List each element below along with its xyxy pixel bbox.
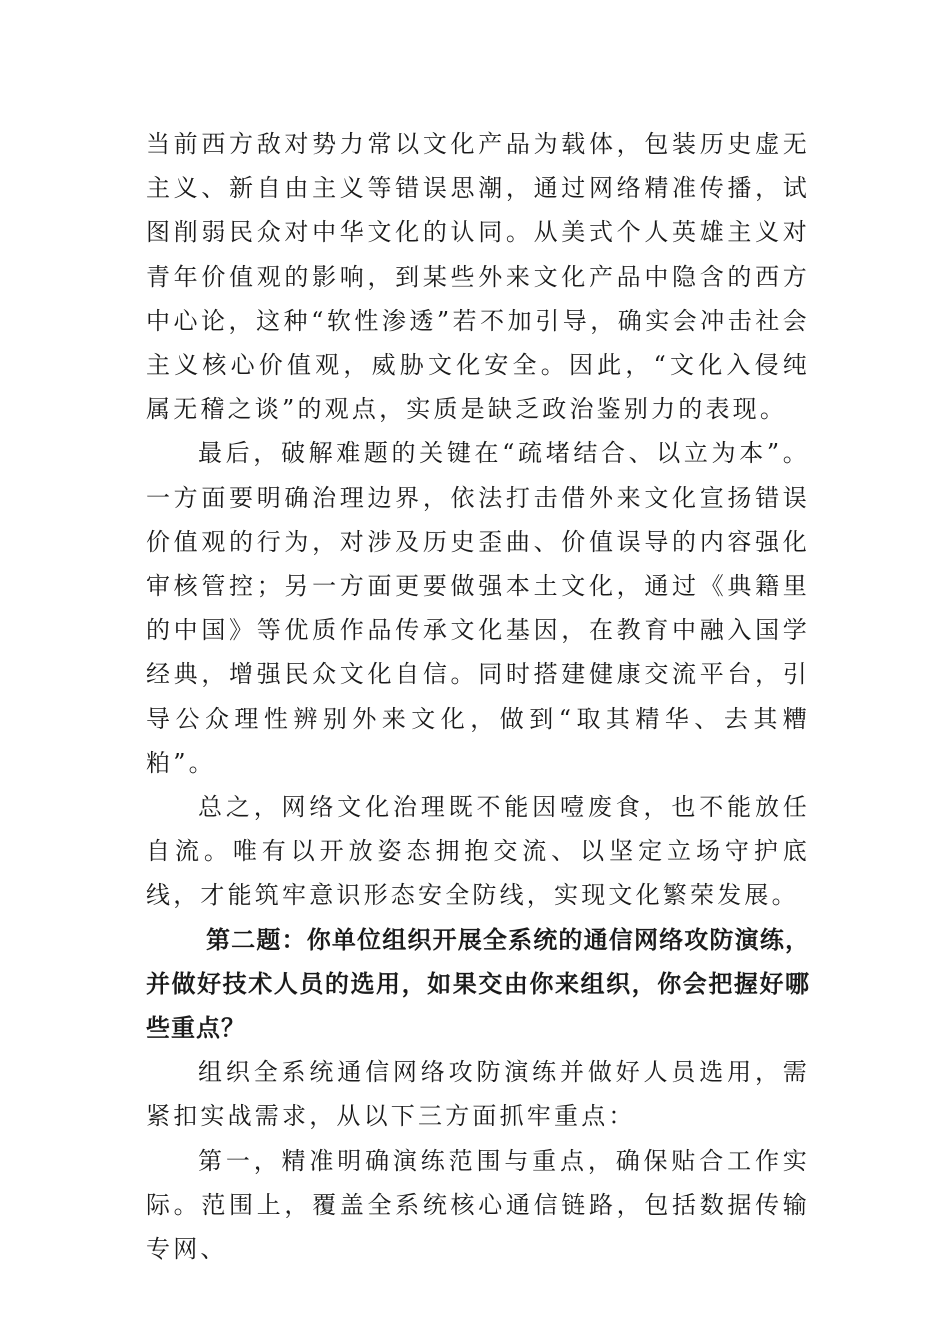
answer-paragraph-2: 第一，精准明确演练范围与重点，确保贴合工作实际。范围上，覆盖全系统核心通信链路，包括数据传输专网、 (146, 1146, 810, 1264)
answer-paragraph-1: 组织全系统通信网络攻防演练并做好人员选用，需紧扣实战需求，从以下三方面抓牢重点： (146, 1058, 810, 1131)
body-paragraph-3: 总之，网络文化治理既不能因噎废食，也不能放任自流。唯有以开放姿态拥抱交流、以坚定立场守护底线，才能筑牢意识形态安全防线，实现文化繁荣发展。 (146, 793, 810, 910)
body-paragraph-1: 当前西方敌对势力常以文化产品为载体，包装历史虚无主义、新自由主义等错误思潮，通过网络精准传播，试图削弱民众对中华文化的认同。从美式个人英雄主义对青年价值观的影响，到某些外来文化产品中隐含的西方中心论，这种“软性渗透”若不加引导，确实会冲击社会主义核心价值观，威胁文化安全。因此，“文化入侵纯属无稽之谈”的观点，实质是缺乏政治鉴别力的表现。 (146, 130, 810, 424)
question-heading: 第二题：你单位组织开展全系统的通信网络攻防演练，并做好技术人员的选用，如果交由你来组织，你会把握好哪些重点？ (146, 925, 810, 1043)
body-paragraph-2: 最后，破解难题的关键在“疏堵结合、以立为本”。一方面要明确治理边界，依法打击借外来文化宣扬错误价值观的行为，对涉及历史歪曲、价值误导的内容强化审核管控；另一方面更要做强本土文化，通过《典籍里的中国》等优质作品传承文化基因，在教育中融入国学经典，增强民众文化自信。同时搭建健康交流平台，引导公众理性辨别外来文化，做到“取其精华、去其糟粕”。 (146, 439, 810, 777)
document-body (146, 122, 810, 1271)
